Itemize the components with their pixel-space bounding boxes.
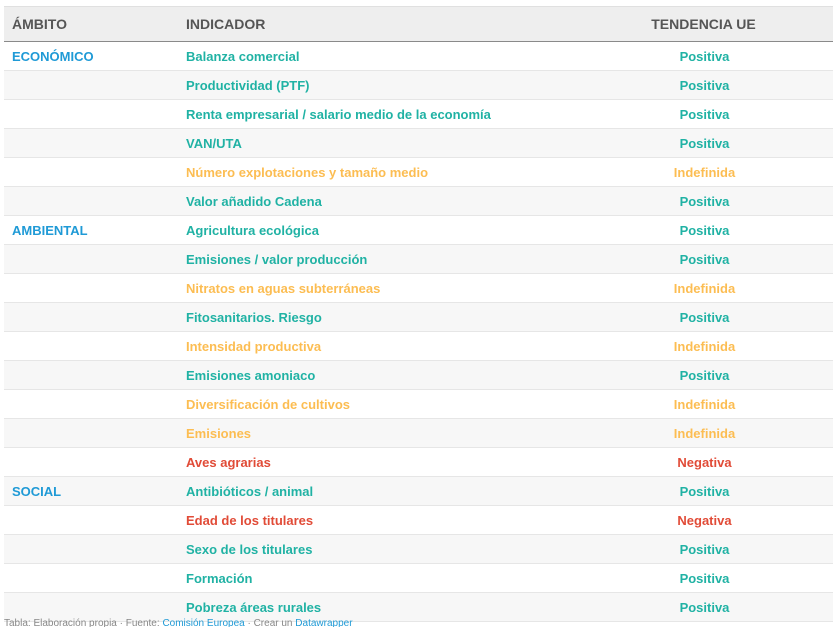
header-tendencia: TENDENCIA UE xyxy=(651,16,756,32)
table-row xyxy=(4,361,833,390)
cell-indicador: Pobreza áreas rurales xyxy=(186,599,322,615)
cell-indicador: Emisiones / valor producción xyxy=(186,251,368,267)
cell-indicador: Valor añadido Cadena xyxy=(186,193,322,209)
cell-ambito: SOCIAL xyxy=(12,483,62,499)
cell-indicador: Número explotaciones y tamaño medio xyxy=(186,164,429,180)
table-footer xyxy=(4,617,824,627)
cell-tendencia: Positiva xyxy=(679,251,730,267)
table-row xyxy=(4,506,833,535)
table-body xyxy=(4,42,833,622)
footer-mid: · Crear un xyxy=(244,618,296,627)
table-row xyxy=(4,274,833,303)
table-row xyxy=(4,187,833,216)
cell-ambito: AMBIENTAL xyxy=(12,222,88,238)
table-row xyxy=(4,100,833,129)
cell-tendencia: Indefinida xyxy=(673,338,736,354)
indicators-table xyxy=(4,6,833,622)
cell-indicador: Emisiones xyxy=(186,425,252,441)
cell-indicador: Aves agrarias xyxy=(186,454,271,470)
table-row xyxy=(4,535,833,564)
cell-indicador: Intensidad productiva xyxy=(186,338,322,354)
table-row xyxy=(4,245,833,274)
cell-tendencia: Indefinida xyxy=(673,164,736,180)
cell-indicador: Nitratos en aguas subterráneas xyxy=(186,280,381,296)
datawrapper-link[interactable]: Datawrapper xyxy=(295,618,353,627)
cell-tendencia: Positiva xyxy=(679,570,730,586)
cell-tendencia: Positiva xyxy=(679,193,730,209)
cell-indicador: Formación xyxy=(186,570,253,586)
cell-indicador: Edad de los titulares xyxy=(186,512,314,528)
cell-indicador: Antibióticos / animal xyxy=(186,483,314,499)
cell-indicador: Agricultura ecológica xyxy=(186,222,319,238)
cell-tendencia: Positiva xyxy=(679,77,730,93)
cell-tendencia: Positiva xyxy=(679,309,730,325)
cell-tendencia: Positiva xyxy=(679,135,730,151)
cell-tendencia: Positiva xyxy=(679,599,730,615)
table-row xyxy=(4,71,833,100)
cell-tendencia: Negativa xyxy=(677,454,732,470)
cell-tendencia: Negativa xyxy=(677,512,732,528)
table-row xyxy=(4,216,833,245)
cell-tendencia: Indefinida xyxy=(673,396,736,412)
cell-tendencia: Indefinida xyxy=(673,425,736,441)
header-ambito: ÁMBITO xyxy=(12,16,67,32)
table-row xyxy=(4,129,833,158)
table-row xyxy=(4,419,833,448)
table-row xyxy=(4,332,833,361)
cell-tendencia: Positiva xyxy=(679,106,730,122)
table-row xyxy=(4,564,833,593)
cell-tendencia: Positiva xyxy=(679,222,730,238)
cell-indicador: Balanza comercial xyxy=(186,48,300,64)
cell-indicador: Fitosanitarios. Riesgo xyxy=(186,309,322,325)
table-row xyxy=(4,42,833,71)
cell-tendencia: Indefinida xyxy=(673,280,736,296)
table-row xyxy=(4,448,833,477)
cell-indicador: Diversificación de cultivos xyxy=(186,396,351,412)
table-row xyxy=(4,390,833,419)
cell-tendencia: Positiva xyxy=(679,483,730,499)
cell-indicador: Renta empresarial / salario medio de la economía xyxy=(186,106,491,122)
cell-indicador: Sexo de los titulares xyxy=(186,541,313,557)
table-row xyxy=(4,303,833,332)
table-header xyxy=(4,6,833,42)
cell-indicador: Productividad (PTF) xyxy=(186,77,310,93)
cell-ambito: ECONÓMICO xyxy=(12,48,94,64)
cell-tendencia: Positiva xyxy=(679,48,730,64)
table-row xyxy=(4,477,833,506)
cell-tendencia: Positiva xyxy=(679,367,730,383)
header-indicador: INDICADOR xyxy=(186,16,266,32)
table-row xyxy=(4,158,833,187)
cell-indicador: Emisiones amoniaco xyxy=(186,367,316,383)
source-link[interactable]: Comisión Europea xyxy=(162,618,245,627)
footer-prefix: Tabla: Elaboración propia · Fuente: xyxy=(4,618,163,627)
cell-tendencia: Positiva xyxy=(679,541,730,557)
cell-indicador: VAN/UTA xyxy=(186,135,242,151)
